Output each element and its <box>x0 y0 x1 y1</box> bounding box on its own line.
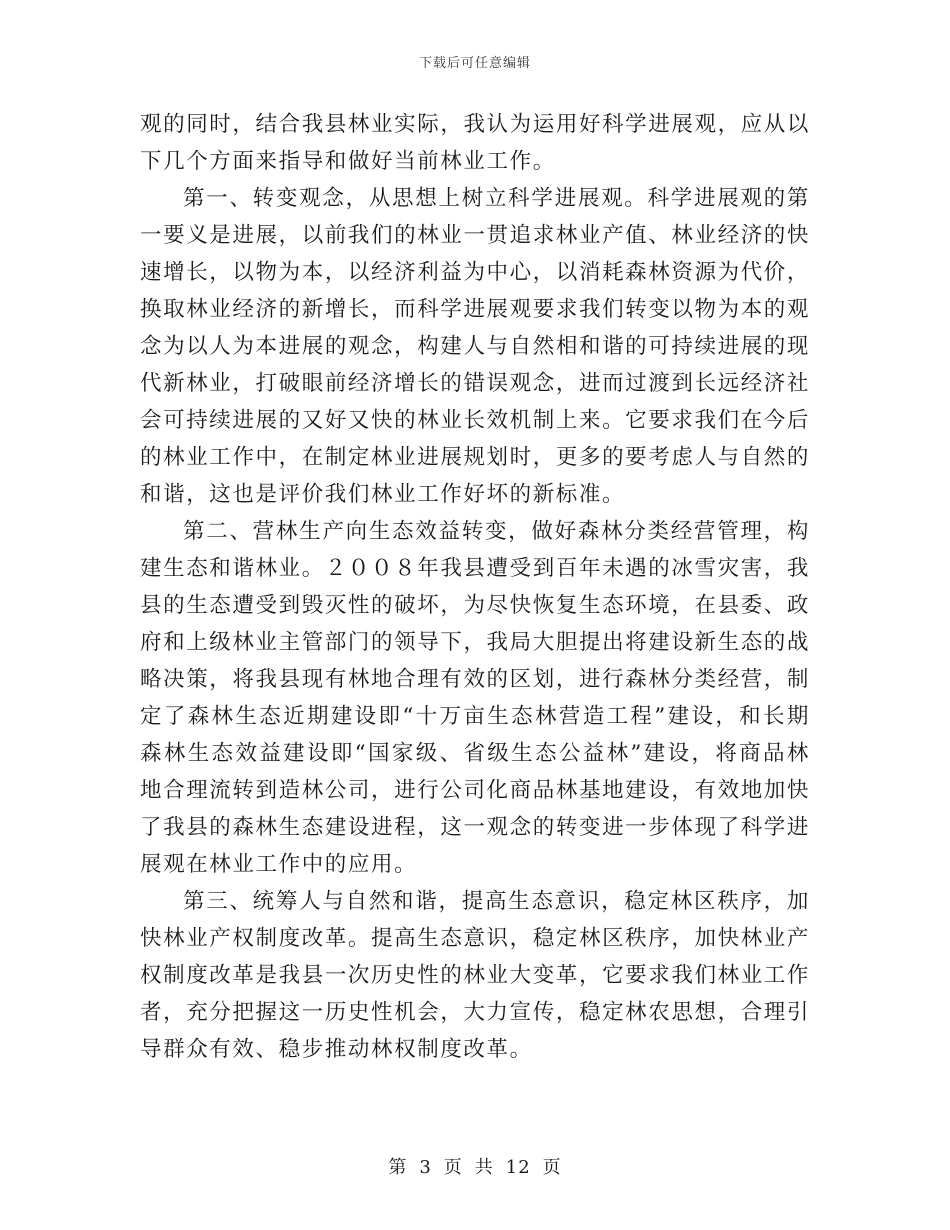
footer-suffix: 页 <box>542 1157 562 1178</box>
paragraph-continuation: 观的同时，结合我县林业实际，我认为运用好科学进展观，应从以下几个方面来指导和做好当前林业工作。 <box>140 112 810 174</box>
footer-page-word: 页 <box>443 1157 463 1178</box>
footer-prefix: 第 <box>388 1157 408 1178</box>
paragraph-point-two: 第二、营林生产向生态效益转变，做好森林分类经营管理，构建生态和谐林业。２００８年我县遭受到百年未遇的冰雪灾害，我县的生态遭受到毁灭性的破坏，为尽快恢复生态环境，在县委、政府和上级林业主管部门的领导下，我局大胆提出将建设新生态的战略决策，将我县现有林地合理有效的区划，进行森林分类经营，制定了森林生态近期建设即“十万亩生态林营造工程”建设，和长期森林生态效益建设即“国家级、省级生态公益林”建设，将商品林地合理流转到造林公司，进行公司化商品林基地建设，有效地加快了我县的森林生态建设进程，这一观念的转变进一步体现了科学进展观在林业工作中的应用。 <box>140 519 810 877</box>
footer-current-page: 3 <box>419 1157 432 1178</box>
footer-total-word: 共 <box>474 1157 494 1178</box>
paragraph-point-three: 第三、统筹人与自然和谐，提高生态意识，稳定林区秩序，加快林业产权制度改革。提高生态意识，稳定林区秩序，加快林业产权制度改革是我县一次历史性的林业大变革，它要求我们林业工作者，充分把握这一历史性机会，大力宣传，稳定林农思想，合理引导群众有效、稳步推动林权制度改革。 <box>140 889 810 1062</box>
paragraph-point-one: 第一、转变观念，从思想上树立科学进展观。科学进展观的第一要义是进展，以前我们的林业一贯追求林业产值、林业经济的快速增长，以物为本，以经济利益为中心，以消耗森林资源为代价，换取林业经济的新增长，而科学进展观要求我们转变以物为本的观念为以人为本进展的观念，构建人与自然相和谐的可持续进展的现代新林业，打破眼前经济增长的错误观念，进而过渡到长远经济社会可持续进展的又好又快的林业长效机制上来。它要求我们在今后的林业工作中，在制定林业进展规划时，更多的要考虑人与自然的和谐，这也是评价我们林业工作好坏的新标准。 <box>140 186 810 507</box>
page-footer <box>0 1153 950 1179</box>
document-body <box>140 106 810 1068</box>
page-header: 下载后可任意编辑 <box>418 56 531 71</box>
footer-total-pages: 12 <box>505 1157 531 1178</box>
